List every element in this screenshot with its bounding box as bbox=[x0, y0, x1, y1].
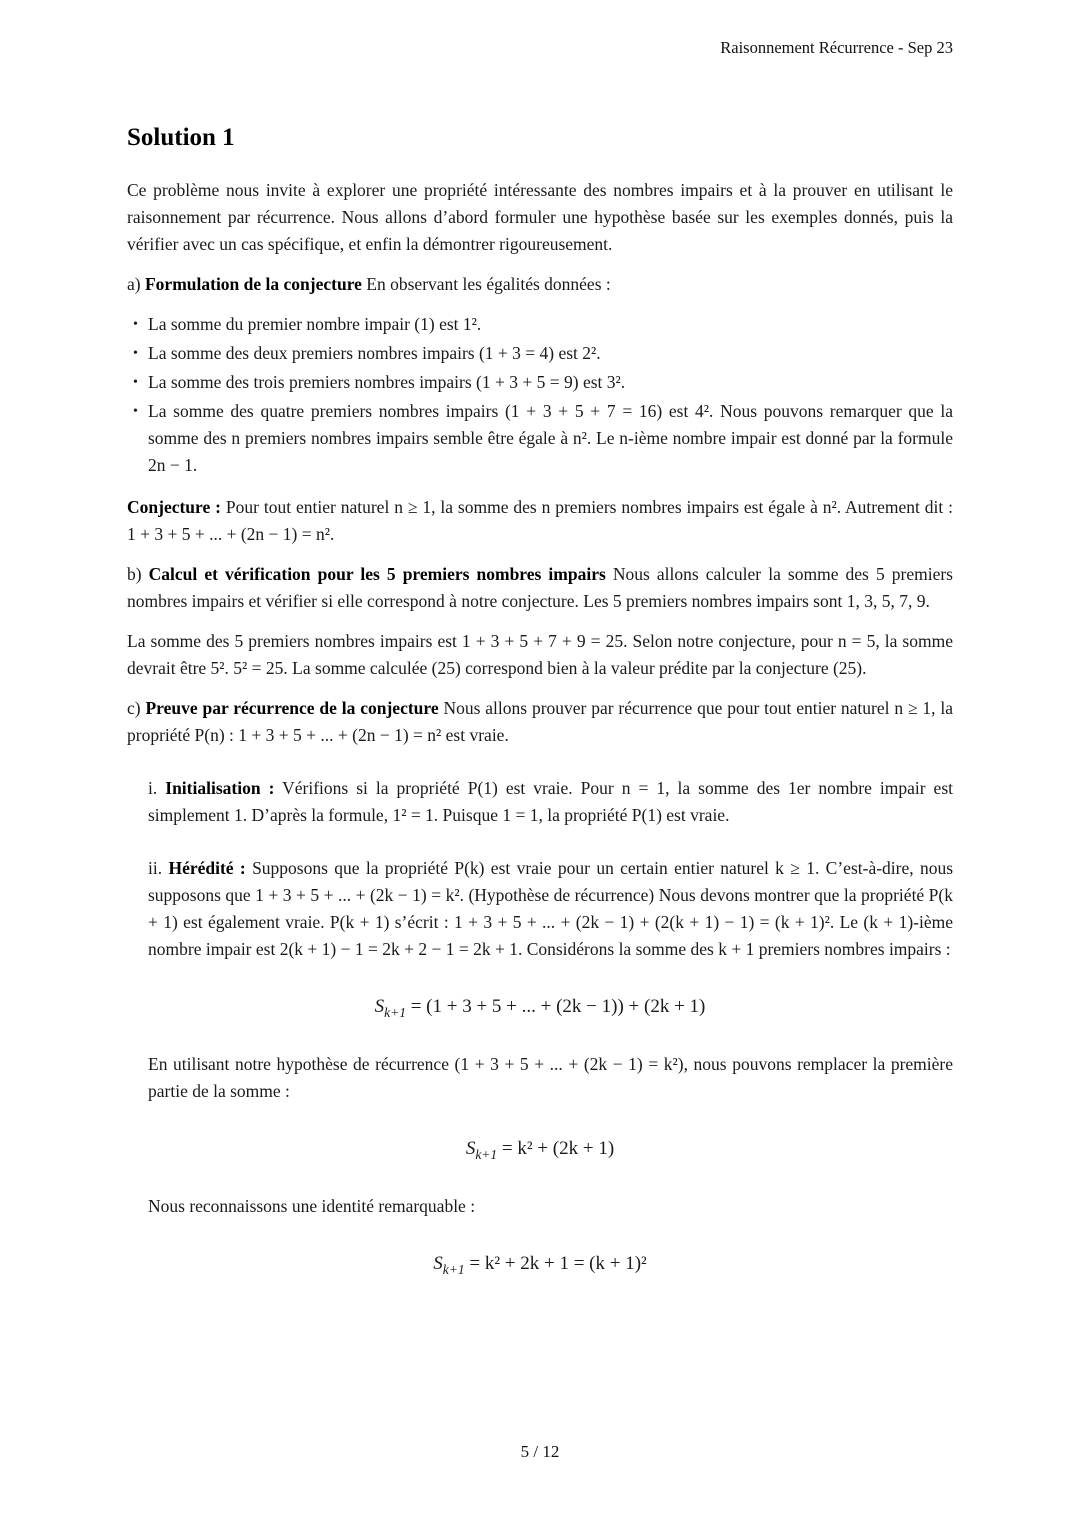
initialisation-heading: Initialisation : bbox=[165, 778, 275, 798]
section-a-text: En observant les égalités données : bbox=[366, 274, 611, 294]
section-a-label: a) bbox=[127, 274, 141, 294]
list-item: • La somme du premier nombre impair (1) est 1². bbox=[127, 311, 953, 338]
equation-lhs-symbol: S bbox=[374, 996, 385, 1017]
section-b-label: b) bbox=[127, 564, 142, 584]
equation-sum-expanded bbox=[127, 993, 953, 1021]
section-a-intro bbox=[127, 271, 953, 298]
section-b-intro bbox=[127, 561, 953, 615]
conjecture-heading: Conjecture : bbox=[127, 497, 221, 517]
equation-lhs-subscript: k+1 bbox=[442, 1261, 465, 1277]
section-b-heading: Calcul et vérification pour les 5 premiers nombres impairs bbox=[148, 564, 606, 584]
heredite-label: ii. bbox=[148, 858, 163, 878]
conjecture-text: Pour tout entier naturel n ≥ 1, la somme des n premiers nombres impairs est égale à n². Autrement dit : 1 + 3 + 5 + ... + (2n − 1) = n². bbox=[127, 497, 954, 544]
initialisation-label: i. bbox=[148, 778, 158, 798]
equation-remarkable-identity bbox=[127, 1250, 953, 1278]
section-c-label: c) bbox=[127, 698, 141, 718]
section-c-heading: Preuve par récurrence de la conjecture bbox=[145, 698, 439, 718]
section-c-intro bbox=[127, 695, 953, 749]
heredite-block bbox=[148, 855, 953, 963]
list-item: • La somme des quatre premiers nombres impairs (1 + 3 + 5 + 7 = 16) est 4². Nous pouvons remarquer que la somme des n premiers nombres impairs semble être égale à n². Le n-ième nombre impair est donné par la formule 2n − 1. bbox=[127, 398, 953, 479]
section-c-text: Nous allons prouver par récurrence que pour tout entier naturel n ≥ 1, la propriété P(n) : 1 + 3 + 5 + ... + (2n − 1) = n² est vraie. bbox=[127, 698, 954, 745]
equation-rhs: = k² + (2k + 1) bbox=[501, 1138, 615, 1159]
section-b-text: Nous allons calculer la somme des 5 premiers nombres impairs et vérifier si elle correspond à notre conjecture. Les 5 premiers nombres impairs sont 1, 3, 5, 7, 9. bbox=[127, 564, 953, 611]
list-item: • La somme des deux premiers nombres impairs (1 + 3 = 4) est 2². bbox=[127, 340, 953, 367]
initialisation-block bbox=[148, 775, 953, 829]
page-number: 5 / 12 bbox=[520, 1442, 560, 1461]
intro-paragraph: Ce problème nous invite à explorer une propriété intéressante des nombres impairs et à la prouver en utilisant le raisonnement par récurrence. Nous allons d’abord formuler une hypothèse basée sur les exemples donnés, puis la vérifier avec un cas spécifique, et enfin la démontrer rigoureusement. bbox=[127, 180, 953, 254]
equation-sum-substituted bbox=[127, 1135, 953, 1163]
heredite-heading: Hérédité : bbox=[168, 858, 246, 878]
section-b-paragraph: La somme des 5 premiers nombres impairs est 1 + 3 + 5 + 7 + 9 = 25. Selon notre conjecture, pour n = 5, la somme devrait être 5². 5² = 25. La somme calculée (25) correspond bien à la valeur prédite par la conjecture (25). bbox=[127, 631, 953, 678]
equation-lhs-subscript: k+1 bbox=[384, 1004, 406, 1020]
after-eq1-paragraph: En utilisant notre hypothèse de récurrence (1 + 3 + 5 + ... + (2k − 1) = k²), nous pouvons remplacer la première partie de la somme : bbox=[148, 1054, 953, 1101]
heredite-text: Supposons que la propriété P(k) est vraie pour un certain entier naturel k ≥ 1. C’est-à-dire, nous supposons que 1 + 3 + 5 + ... + (2k − 1) = k². (Hypothèse de récurrence) Nous devons montrer que la propriété P(k + 1) est également vraie. P(k + 1) s’écrit : 1 + 3 + 5 + ... + (2k − 1) + (2(k + 1) − 1) = (k + 1)². Le (k + 1)-ième nombre impair est 2(k + 1) − 1 = 2k + 2 − 1 = 2k + 1. Considérons la somme des k + 1 premiers nombres impairs : bbox=[148, 858, 954, 959]
equation-rhs: = k² + 2k + 1 = (k + 1)² bbox=[469, 1253, 647, 1274]
equation-lhs-symbol: S bbox=[465, 1138, 476, 1159]
running-head: Raisonnement Récurrence - Sep 23 bbox=[720, 38, 953, 57]
initialisation-text: Vérifions si la propriété P(1) est vraie. Pour n = 1, la somme des 1er nombre impair est simplement 1. D’après la formule, 1² = 1. Puisque 1 = 1, la propriété P(1) est vraie. bbox=[148, 778, 953, 825]
section-a-heading: Formulation de la conjecture bbox=[144, 274, 362, 294]
equation-rhs: = (1 + 3 + 5 + ... + (2k − 1)) + (2k + 1) bbox=[410, 996, 706, 1017]
solution-title: Solution 1 bbox=[127, 124, 235, 151]
list-item: • La somme des trois premiers nombres impairs (1 + 3 + 5 = 9) est 3². bbox=[127, 369, 953, 396]
conjecture-paragraph bbox=[127, 494, 953, 548]
equation-lhs-subscript: k+1 bbox=[475, 1146, 498, 1162]
equation-lhs-symbol: S bbox=[433, 1253, 443, 1274]
bullet-list bbox=[127, 311, 953, 479]
after-eq2-paragraph: Nous reconnaissons une identité remarquable : bbox=[148, 1196, 476, 1216]
